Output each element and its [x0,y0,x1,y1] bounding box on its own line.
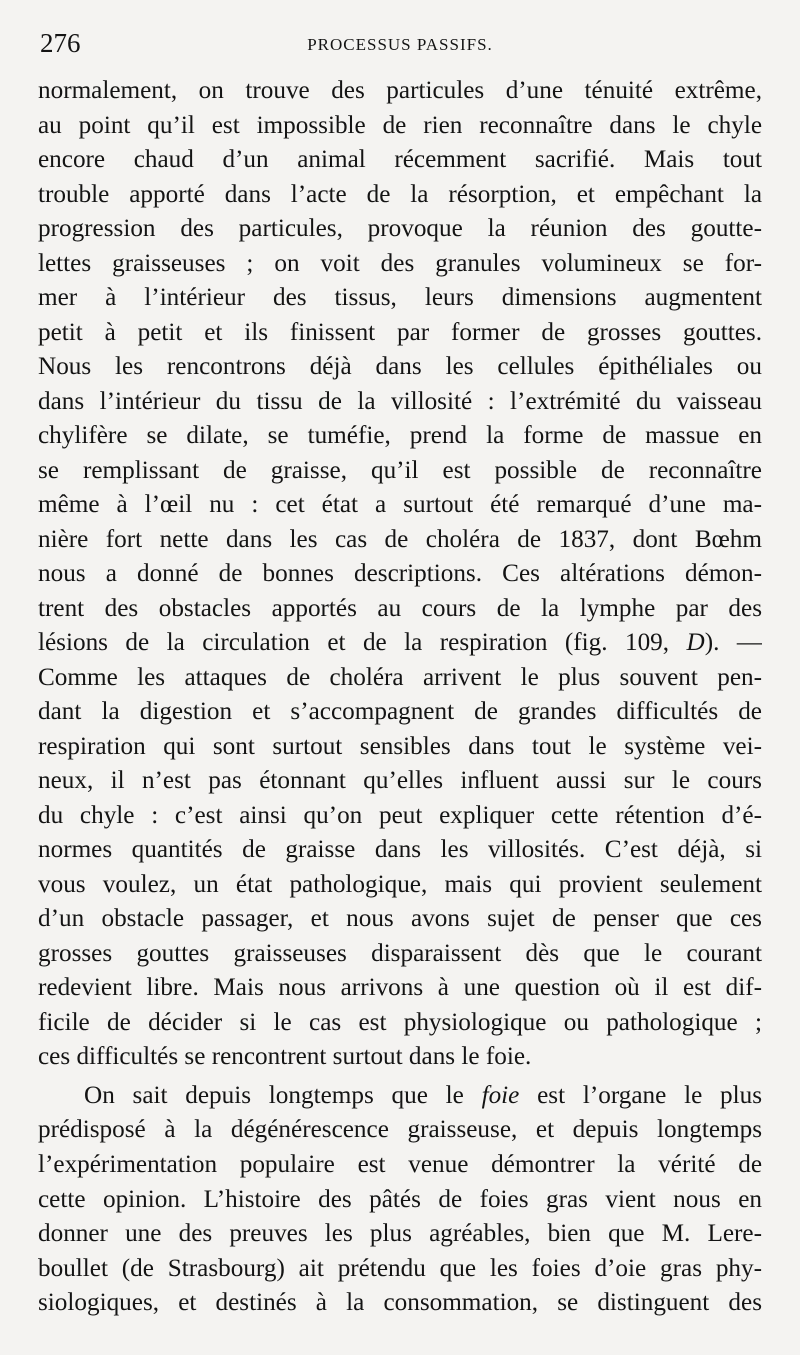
text-line: encore chaud d’un animal récemment sacrifié. Mais tout [38,146,762,174]
text-line: normes quantités de graisse dans les villosités. C’est déjà, si [38,836,762,864]
text-line: mer à l’intérieur des tissus, leurs dimensions augmentent [38,284,762,312]
text-line: se remplissant de graisse, qu’il est possible de reconnaître [38,456,762,484]
text-line: progression des particules, provoque la réunion des goutte- [38,215,762,243]
text-fragment: ). — [704,629,762,657]
text-line: trouble apporté dans l’acte de la résorption, et empêchant la [38,180,762,208]
text-line: neux, il n’est pas étonnant qu’elles influent aussi sur le cours [38,767,762,795]
text-line: dant la digestion et s’accompagnent de grandes difficultés de [38,698,762,726]
text-line: petit à petit et ils finissent par former de grosses gouttes. [38,318,762,346]
text-line: même à l’œil nu : cet état a surtout été remarqué d’une ma- [38,491,762,519]
figure-label: D [686,629,705,657]
page-number: 276 [40,28,81,58]
emphasized-word: foie [481,1081,520,1109]
text-line: prédisposé à la dégénérescence graisseuse, et depuis longtemps [38,1116,762,1144]
running-title: PROCESSUS PASSIFS. [307,35,493,54]
text-line: boullet (de Strasbourg) ait prétendu que les foies d’oie gras phy- [38,1254,762,1282]
text-line-figure-ref [38,626,762,661]
text-fragment: lésions de la circulation et de la respiration (fig. 109, [38,629,670,657]
text-line: lettes graisseuses ; on voit des granules volumineux se for- [38,249,762,277]
text-line: grosses gouttes graisseuses disparaissent dès que le courant [38,939,762,967]
text-line: donner une des preuves les plus agréables, bien que M. Lere- [38,1220,762,1248]
text-line: vous voulez, un état pathologique, mais qui provient seulement [38,870,762,898]
text-fragment: On sait depuis longtemps que le [84,1081,464,1109]
page-header [38,24,762,64]
text-line: redevient libre. Mais nous arrivons à une question où il est dif- [38,974,762,1002]
text-line: nous a donné de bonnes descriptions. Ces altérations démon- [38,560,762,588]
text-line: chylifère se dilate, se tuméfie, prend la forme de massue en [38,422,762,450]
text-fragment: est l’organe le plus [537,1081,762,1109]
body-text [38,74,762,1321]
text-line: dans l’intérieur du tissu de la villosité : l’extrémité du vaisseau [38,387,762,415]
text-line: cette opinion. L’histoire des pâtés de foies gras vient nous en [38,1185,762,1213]
text-line: du chyle : c’est ainsi qu’on peut expliquer cette rétention d’é- [38,801,762,829]
text-line: siologiques, et destinés à la consommation, se distinguent des [38,1289,762,1317]
text-line: nière fort nette dans les cas de choléra de 1837, dont Bœhm [38,525,762,553]
text-line: d’un obstacle passager, et nous avons sujet de penser que ces [38,905,762,933]
text-line: Comme les attaques de choléra arrivent le plus souvent pen- [38,663,762,691]
text-line: au point qu’il est impossible de rien reconnaître dans le chyle [38,111,762,139]
text-line: ces difficultés se rencontrent surtout dans le foie. [38,1043,532,1071]
text-line: respiration qui sont surtout sensibles dans tout le système vei- [38,732,762,760]
text-line: normalement, on trouve des particules d’une ténuité extrême, [38,77,762,104]
text-line: trent des obstacles apportés au cours de la lymphe par des [38,594,762,622]
paragraph-opening-line [38,1079,762,1114]
text-line: Nous les rencontrons déjà dans les cellules épithéliales ou [38,353,762,381]
text-line: l’expérimentation populaire est venue démontrer la vérité de [38,1150,762,1178]
text-line: ficile de décider si le cas est physiologique ou pathologique ; [38,1008,762,1036]
